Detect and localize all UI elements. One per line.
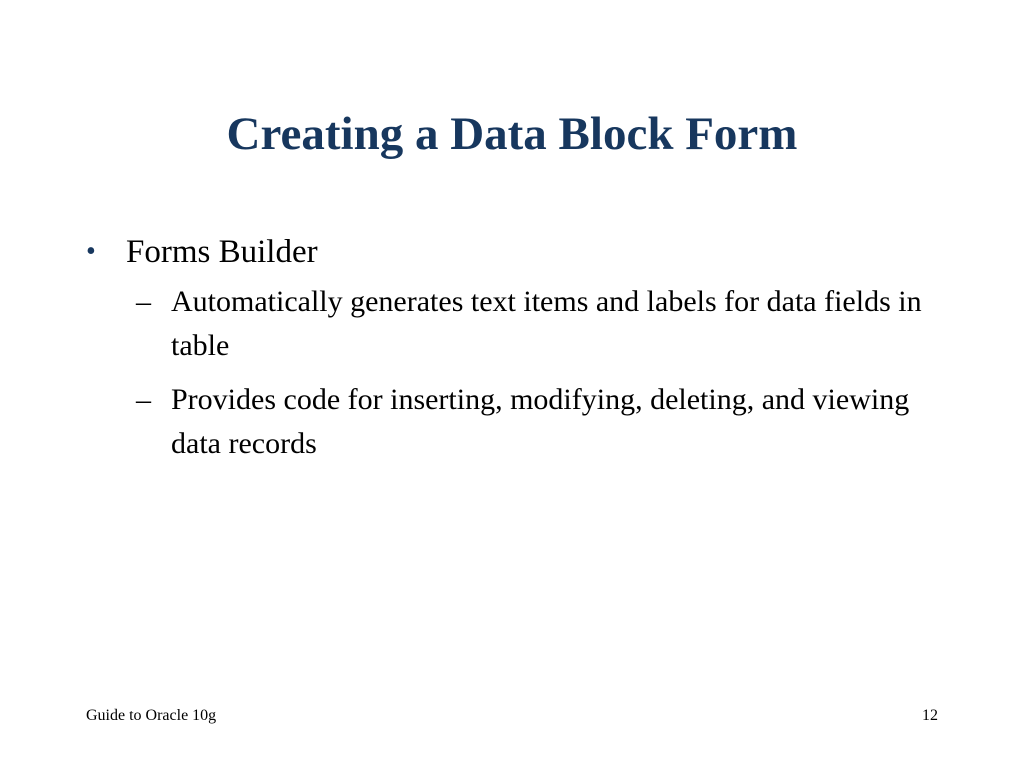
dash-icon: – xyxy=(136,383,151,416)
bullet-dot-icon: • xyxy=(86,236,96,267)
dash-icon: – xyxy=(136,285,151,318)
sub-bullet-text: Provides code for inserting, modifying, deleting, and viewing data records xyxy=(171,383,910,460)
bullet-item xyxy=(86,230,946,274)
page-number: 12 xyxy=(922,707,938,724)
slide-title: Creating a Data Block Form xyxy=(226,108,798,160)
sub-bullet-list xyxy=(86,280,946,466)
sub-bullet-item xyxy=(86,378,946,466)
sub-bullet-item xyxy=(86,280,946,368)
sub-bullet-text: Automatically generates text items and labels for data fields in table xyxy=(171,285,922,362)
bullet-text: Forms Builder xyxy=(126,234,318,270)
slide-content xyxy=(86,230,946,476)
footer-title: Guide to Oracle 10g xyxy=(86,707,217,724)
